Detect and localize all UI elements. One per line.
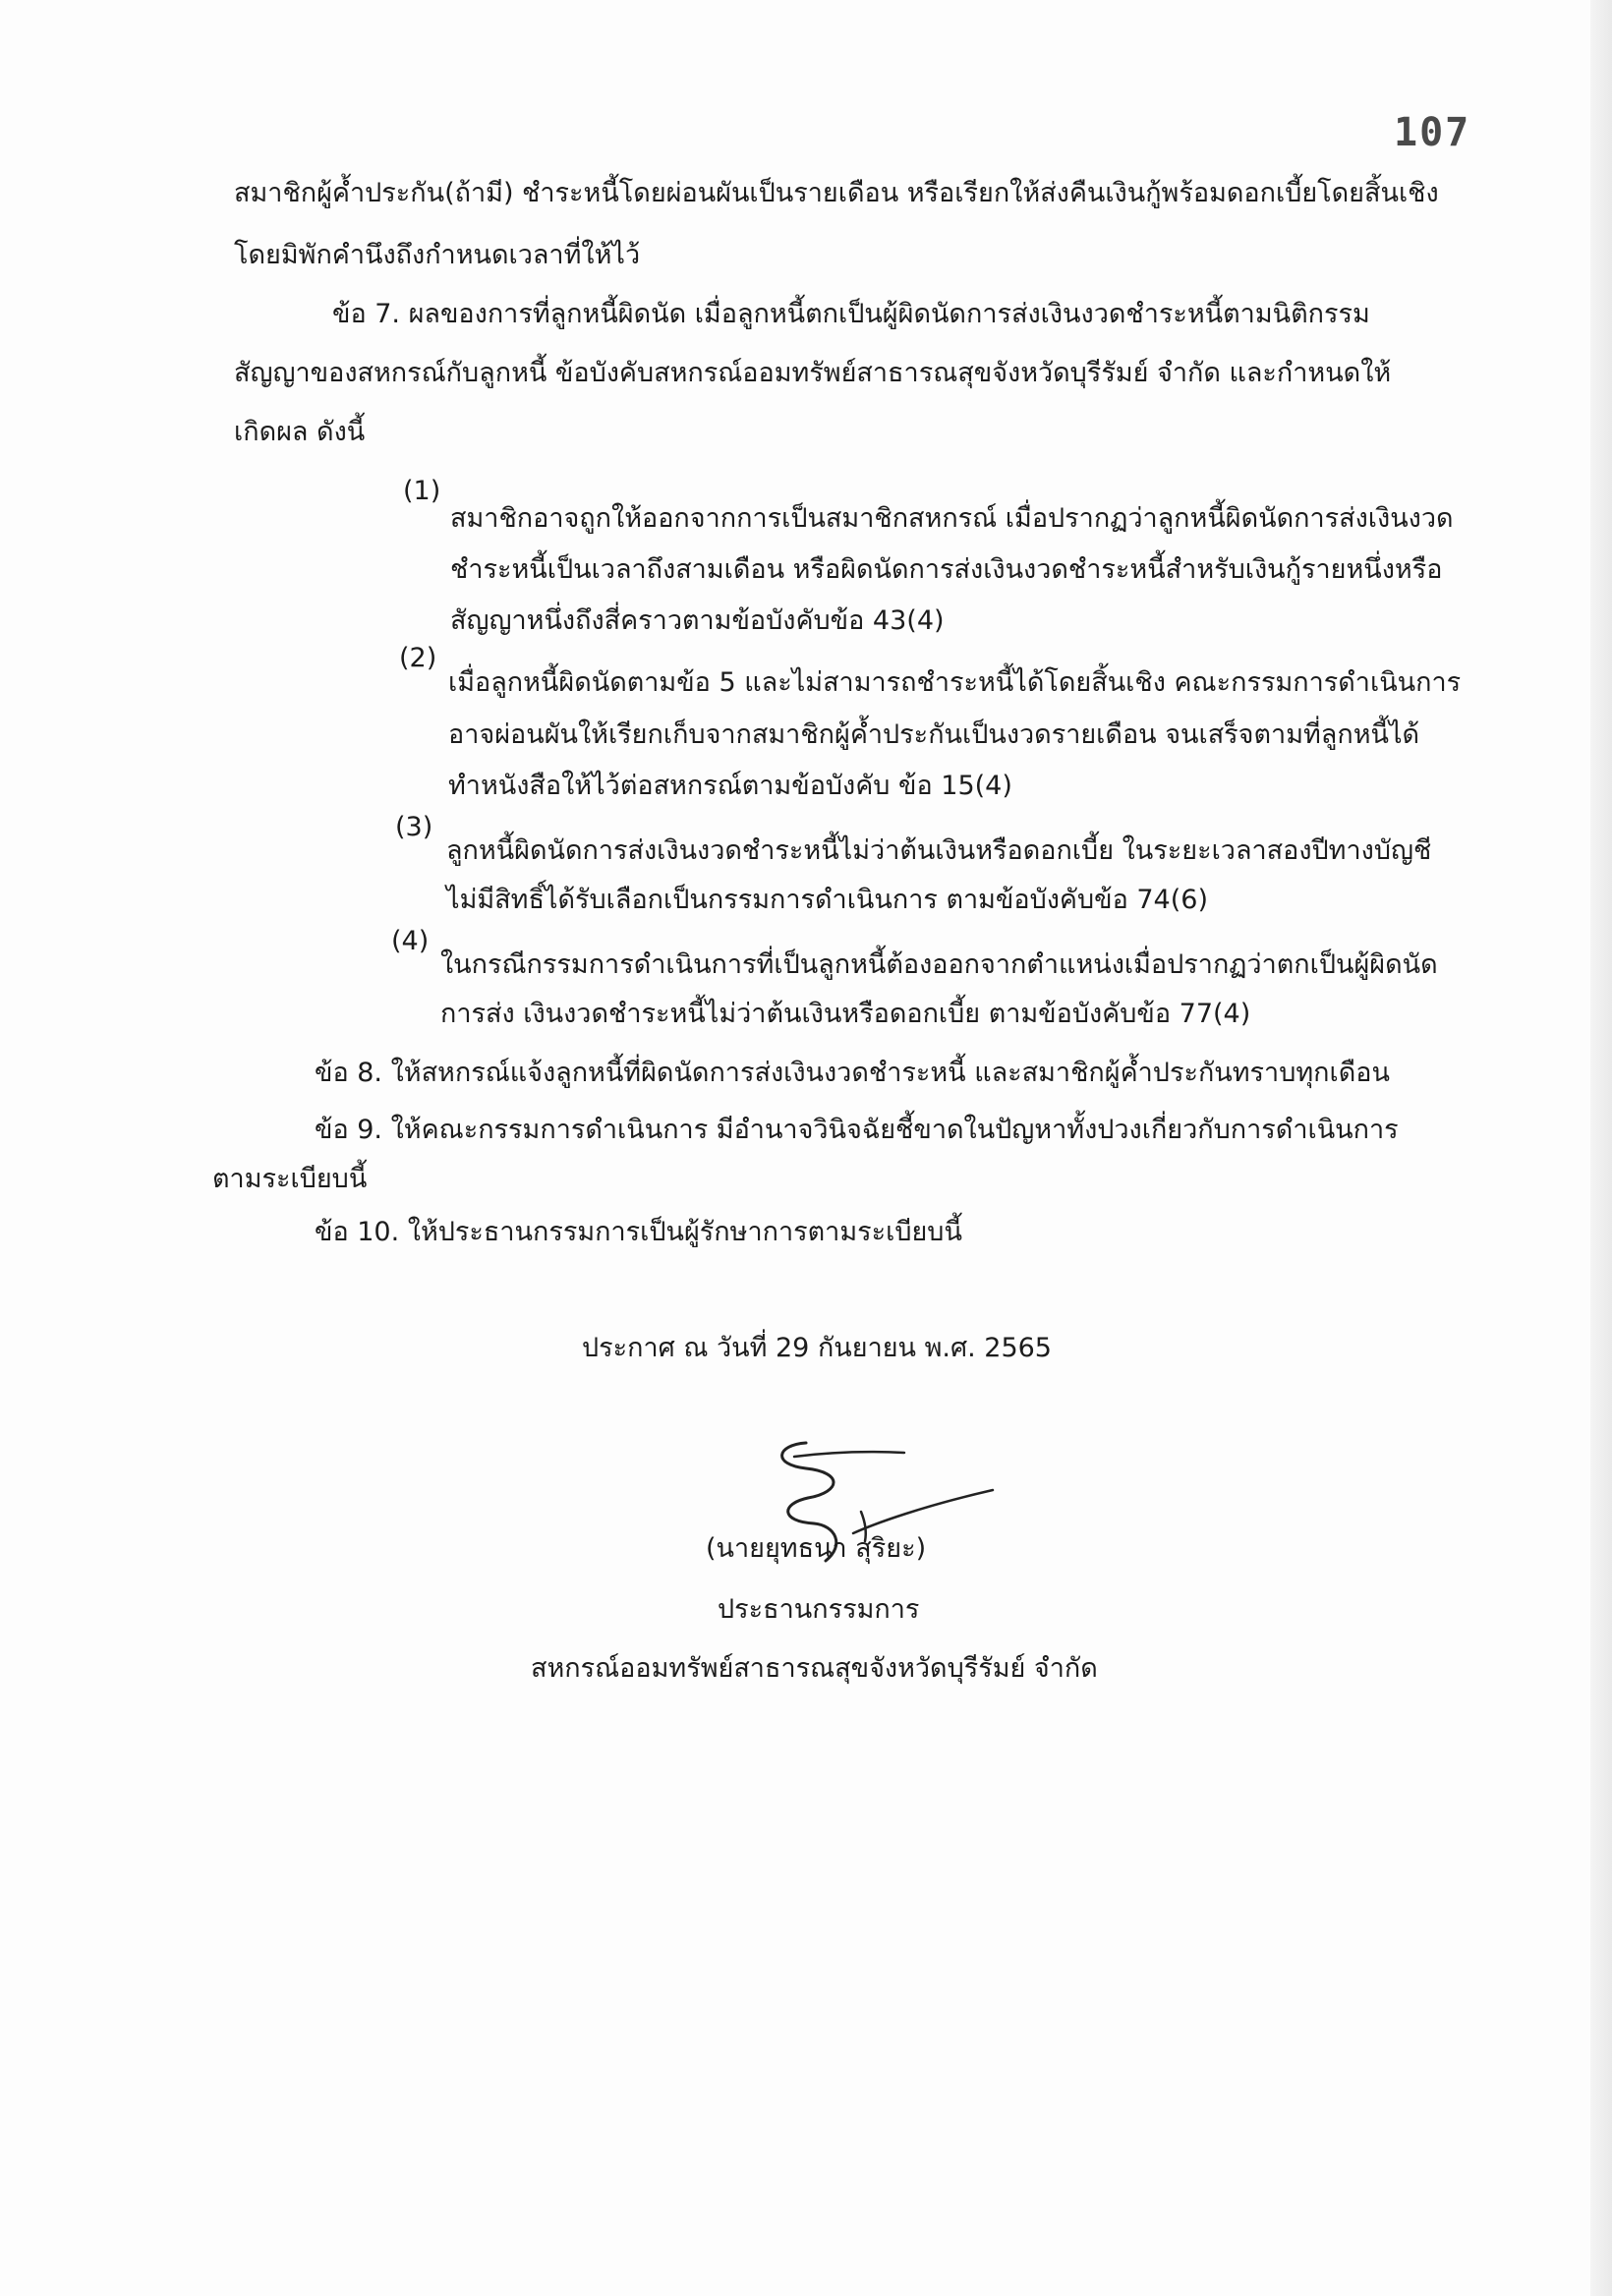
signatory-title: ประธานกรรมการ: [718, 1594, 920, 1625]
signatory-name: (นายยุทธนา สุริยะ): [706, 1533, 927, 1564]
signatory-organization: สหกรณ์ออมทรัพย์สาธารณสุขจังหวัดบุรีรัมย์ จำกัด: [531, 1653, 1098, 1684]
page-number: 107: [1394, 110, 1471, 155]
clause-7-item-1-line-1: สมาชิกอาจถูกให้ออกจากการเป็นสมาชิกสหกรณ์ เมื่อปรากฏว่าลูกหนี้ผิดนัดการส่งเงินงวด: [450, 503, 1454, 534]
clause-7-line-3: เกิดผล ดังนี้: [234, 417, 366, 447]
continuation-line-2: โดยมิพักคำนึงถึงกำหนดเวลาที่ให้ไว้: [234, 240, 641, 270]
clause-7-item-4-line-1: ในกรณีกรรมการดำเนินการที่เป็นลูกหนี้ต้องออกจากตำแหน่งเมื่อปรากฏว่าตกเป็นผู้ผิดนัด: [440, 949, 1438, 980]
clause-7-line-1: ข้อ 7. ผลของการที่ลูกหนี้ผิดนัด เมื่อลูกหนี้ตกเป็นผู้ผิดนัดการส่งเงินงวดชำระหนี้ตามนิติกรรม: [332, 299, 1370, 329]
clause-7-item-4-line-2: การส่ง เงินงวดชำระหนี้ไม่ว่าต้นเงินหรือดอกเบี้ย ตามข้อบังคับข้อ 77(4): [440, 999, 1251, 1029]
clause-7-item-2-line-3: ทำหนังสือให้ไว้ต่อสหกรณ์ตามข้อบังคับ ข้อ 15(4): [448, 771, 1012, 801]
continuation-line-1: สมาชิกผู้ค้ำประกัน(ถ้ามี) ชำระหนี้โดยผ่อนผันเป็นรายเดือน หรือเรียกให้ส่งคืนเงินกู้พร้อมดอกเบี้ยโดยสิ้นเชิง: [234, 178, 1439, 208]
clause-7-item-1-line-2: ชำระหนี้เป็นเวลาถึงสามเดือน หรือผิดนัดการส่งเงินงวดชำระหนี้สำหรับเงินกู้รายหนึ่งหรือ: [450, 554, 1443, 585]
clause-7-item-4-number: (4): [391, 926, 430, 956]
clause-7-item-3-number: (3): [395, 812, 433, 842]
clause-10: ข้อ 10. ให้ประธานกรรมการเป็นผู้รักษาการตามระเบียบนี้: [315, 1217, 962, 1247]
clause-7-item-2-line-2: อาจผ่อนผันให้เรียกเก็บจากสมาชิกผู้ค้ำประกันเป็นงวดรายเดือน จนเสร็จตามที่ลูกหนี้ได้: [448, 719, 1420, 750]
clause-9-line-1: ข้อ 9. ให้คณะกรรมการดำเนินการ มีอำนาจวินิจฉัยชี้ขาดในปัญหาทั้งปวงเกี่ยวกับการดำเนินการ: [315, 1115, 1399, 1145]
clause-7-item-3-line-2: ไม่มีสิทธิ์ได้รับเลือกเป็นกรรมการดำเนินการ ตามข้อบังคับข้อ 74(6): [446, 885, 1208, 915]
clause-7-item-1-number: (1): [403, 476, 441, 506]
announcement-date: ประกาศ ณ วันที่ 29 กันยายน พ.ศ. 2565: [582, 1333, 1052, 1363]
clause-7-item-2-number: (2): [399, 643, 437, 673]
clause-8: ข้อ 8. ให้สหกรณ์แจ้งลูกหนี้ที่ผิดนัดการส่งเงินงวดชำระหนี้ และสมาชิกผู้ค้ำประกันทราบทุกเดือน: [315, 1058, 1390, 1088]
clause-7-item-2-line-1: เมื่อลูกหนี้ผิดนัดตามข้อ 5 และไม่สามารถชำระหนี้ได้โดยสิ้นเชิง คณะกรรมการดำเนินการ: [448, 667, 1462, 698]
clause-9-line-2: ตามระเบียบนี้: [212, 1164, 368, 1194]
scan-edge-shadow: [1590, 0, 1612, 2296]
clause-7-item-1-line-3: สัญญาหนึ่งถึงสี่คราวตามข้อบังคับข้อ 43(4): [450, 605, 945, 636]
clause-7-item-3-line-1: ลูกหนี้ผิดนัดการส่งเงินงวดชำระหนี้ไม่ว่าต้นเงินหรือดอกเบี้ย ในระยะเวลาสองปีทางบัญชี: [446, 835, 1432, 866]
clause-7-line-2: สัญญาของสหกรณ์กับลูกหนี้ ข้อบังคับสหกรณ์ออมทรัพย์สาธารณสุขจังหวัดบุรีรัมย์ จำกัด และกำหนดให้: [234, 358, 1392, 388]
